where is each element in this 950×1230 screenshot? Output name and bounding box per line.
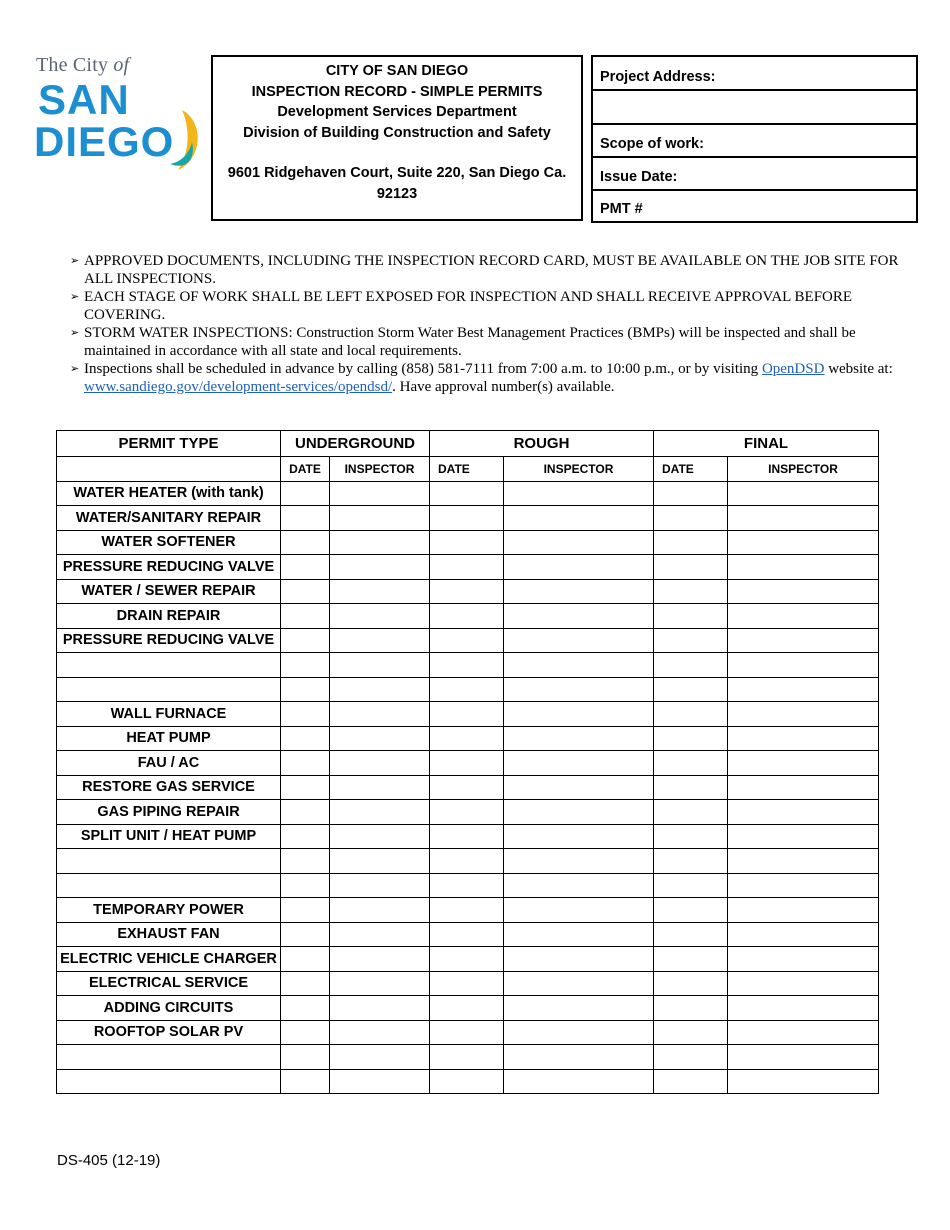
table-row	[57, 873, 879, 898]
underground-inspector-cell[interactable]	[330, 922, 430, 947]
underground-date-header: DATE	[281, 457, 330, 482]
underground-date-cell[interactable]	[281, 1069, 330, 1094]
rough-date-cell[interactable]	[430, 800, 504, 825]
underground-inspector-cell[interactable]	[330, 702, 430, 727]
permit-type-cell: TEMPORARY POWER	[57, 898, 281, 923]
office-zip: 92123	[376, 185, 418, 202]
permit-type-cell	[57, 677, 281, 702]
underground-date-cell[interactable]	[281, 530, 330, 555]
arrow-bullet-icon: ➢	[70, 327, 80, 339]
permit-type-cell	[57, 1069, 281, 1094]
underground-inspector-cell[interactable]	[330, 971, 430, 996]
opendsd-url-link[interactable]: www.sandiego.gov/development-services/opendsd/	[84, 379, 393, 395]
list-item: ➢ APPROVED DOCUMENTS, INCLUDING THE INSPECTION RECORD CARD, MUST BE AVAILABLE ON THE JOB SITE FOR ALL INSPECTIONS.	[70, 253, 899, 287]
sun-wave-icon	[30, 52, 205, 177]
final-date-cell[interactable]	[654, 800, 728, 825]
table-row	[57, 1045, 879, 1070]
underground-date-cell[interactable]	[281, 579, 330, 604]
underground-inspector-cell[interactable]	[330, 481, 430, 506]
underground-inspector-cell[interactable]	[330, 653, 430, 678]
final-date-cell[interactable]	[654, 1069, 728, 1094]
underground-date-cell[interactable]	[281, 849, 330, 874]
table-row	[57, 800, 879, 825]
table-row	[57, 506, 879, 531]
table-row	[57, 751, 879, 776]
underground-date-cell[interactable]	[281, 873, 330, 898]
final-date-cell[interactable]	[654, 898, 728, 923]
logo-text-the-city: The City of	[36, 54, 130, 76]
rough-inspector-cell[interactable]	[504, 628, 654, 653]
table-header-row	[57, 431, 879, 457]
final-date-cell[interactable]	[654, 481, 728, 506]
final-inspector-cell[interactable]	[728, 971, 879, 996]
final-inspector-cell[interactable]	[728, 922, 879, 947]
table-row	[57, 653, 879, 678]
list-item: ➢ Inspections shall be scheduled in advance by calling (858) 581-7111 from 7:00 a.m. to 10:00 p.m., or by visiting OpenDSD website at: www.sandiego.gov/development-services/opendsd/. Have approval number(s) available.	[70, 361, 893, 395]
underground-date-cell[interactable]	[281, 1045, 330, 1070]
final-inspector-cell[interactable]	[728, 751, 879, 776]
underground-date-cell[interactable]	[281, 996, 330, 1021]
final-inspector-header: INSPECTOR	[728, 457, 879, 482]
final-inspector-cell[interactable]	[728, 653, 879, 678]
rough-date-cell[interactable]	[430, 1045, 504, 1070]
rough-date-cell[interactable]	[430, 653, 504, 678]
final-date-cell[interactable]	[654, 530, 728, 555]
rough-date-cell[interactable]	[430, 1069, 504, 1094]
table-row	[57, 677, 879, 702]
rough-date-cell[interactable]	[430, 824, 504, 849]
rough-date-cell[interactable]	[430, 849, 504, 874]
underground-inspector-cell[interactable]	[330, 1069, 430, 1094]
permit-type-cell: WATER/SANITARY REPAIR	[57, 506, 281, 531]
permit-type-cell: HEAT PUMP	[57, 726, 281, 751]
rough-date-cell[interactable]	[430, 873, 504, 898]
issue-date-field[interactable]: Issue Date:	[593, 158, 916, 191]
final-inspector-cell[interactable]	[728, 898, 879, 923]
permit-type-cell: RESTORE GAS SERVICE	[57, 775, 281, 800]
underground-date-cell[interactable]	[281, 775, 330, 800]
final-inspector-cell[interactable]	[728, 873, 879, 898]
scope-of-work-field[interactable]: Scope of work:	[593, 125, 916, 158]
list-item: ➢ STORM WATER INSPECTIONS: Construction Storm Water Best Management Practices (BMPs) will be inspected and shall be maintained in accordance with all state and local requirements.	[70, 325, 856, 359]
arrow-bullet-icon: ➢	[70, 291, 80, 303]
table-row	[57, 775, 879, 800]
table-row	[57, 996, 879, 1021]
form-title-box	[211, 55, 583, 221]
underground-date-cell[interactable]	[281, 677, 330, 702]
underground-inspector-cell[interactable]	[330, 579, 430, 604]
table-row	[57, 604, 879, 629]
final-header: FINAL	[654, 431, 879, 457]
table-row	[57, 898, 879, 923]
final-date-cell[interactable]	[654, 922, 728, 947]
final-date-cell[interactable]	[654, 849, 728, 874]
underground-inspector-cell[interactable]	[330, 873, 430, 898]
final-date-cell[interactable]	[654, 751, 728, 776]
final-date-cell[interactable]	[654, 947, 728, 972]
final-inspector-cell[interactable]	[728, 775, 879, 800]
form-title: INSPECTION RECORD - SIMPLE PERMITS	[251, 83, 543, 100]
table-row	[57, 530, 879, 555]
permit-type-cell: ELECTRICAL SERVICE	[57, 971, 281, 996]
rough-header: ROUGH	[430, 431, 654, 457]
final-inspector-cell[interactable]	[728, 996, 879, 1021]
rough-inspector-cell[interactable]	[504, 922, 654, 947]
rough-date-cell[interactable]	[430, 971, 504, 996]
rough-date-header: DATE	[430, 457, 504, 482]
final-inspector-cell[interactable]	[728, 481, 879, 506]
logo-text-diego: DIEGO	[34, 118, 175, 165]
underground-inspector-cell[interactable]	[330, 604, 430, 629]
underground-inspector-cell[interactable]	[330, 1020, 430, 1045]
permit-type-cell: SPLIT UNIT / HEAT PUMP	[57, 824, 281, 849]
permit-type-cell	[57, 653, 281, 678]
final-date-cell[interactable]	[654, 506, 728, 531]
underground-date-cell[interactable]	[281, 824, 330, 849]
final-inspector-cell[interactable]	[728, 604, 879, 629]
final-date-cell[interactable]	[654, 604, 728, 629]
rough-inspector-cell[interactable]	[504, 1020, 654, 1045]
final-inspector-cell[interactable]	[728, 1069, 879, 1094]
final-inspector-cell[interactable]	[728, 506, 879, 531]
underground-inspector-cell[interactable]	[330, 751, 430, 776]
underground-inspector-cell[interactable]	[330, 1045, 430, 1070]
permit-type-cell	[57, 849, 281, 874]
rough-inspector-cell[interactable]	[504, 555, 654, 580]
permit-type-cell: ROOFTOP SOLAR PV	[57, 1020, 281, 1045]
table-row	[57, 1020, 879, 1045]
underground-date-cell[interactable]	[281, 726, 330, 751]
rough-date-cell[interactable]	[430, 677, 504, 702]
opendsd-link[interactable]: OpenDSD	[761, 361, 825, 377]
final-inspector-cell[interactable]	[728, 628, 879, 653]
permit-type-header: PERMIT TYPE	[57, 431, 281, 457]
rough-date-cell[interactable]	[430, 922, 504, 947]
underground-date-cell[interactable]	[281, 971, 330, 996]
table-row	[57, 726, 879, 751]
table-row	[57, 579, 879, 604]
table-row	[57, 947, 879, 972]
underground-date-cell[interactable]	[281, 604, 330, 629]
rough-date-cell[interactable]	[430, 555, 504, 580]
underground-inspector-cell[interactable]	[330, 530, 430, 555]
final-inspector-cell[interactable]	[728, 677, 879, 702]
final-date-cell[interactable]	[654, 726, 728, 751]
rough-date-cell[interactable]	[430, 775, 504, 800]
underground-date-cell[interactable]	[281, 1020, 330, 1045]
table-row	[57, 555, 879, 580]
project-info-box	[591, 55, 918, 223]
city-logo	[30, 52, 205, 177]
instructions-list	[70, 252, 900, 396]
underground-inspector-cell[interactable]	[330, 506, 430, 531]
underground-date-cell[interactable]	[281, 702, 330, 727]
final-inspector-cell[interactable]	[728, 579, 879, 604]
inspection-table	[56, 430, 879, 1094]
final-date-cell[interactable]	[654, 579, 728, 604]
final-inspector-cell[interactable]	[728, 726, 879, 751]
rough-inspector-cell[interactable]	[504, 677, 654, 702]
rough-date-cell[interactable]	[430, 726, 504, 751]
rough-inspector-header: INSPECTOR	[504, 457, 654, 482]
project-address-line2-field[interactable]	[593, 91, 916, 125]
permit-type-cell	[57, 1045, 281, 1070]
permit-type-cell	[57, 873, 281, 898]
rough-date-cell[interactable]	[430, 506, 504, 531]
final-inspector-cell[interactable]	[728, 947, 879, 972]
underground-header: UNDERGROUND	[281, 431, 430, 457]
final-inspector-cell[interactable]	[728, 824, 879, 849]
rough-inspector-cell[interactable]	[504, 751, 654, 776]
rough-inspector-cell[interactable]	[504, 873, 654, 898]
permit-type-cell: ELECTRIC VEHICLE CHARGER	[57, 947, 281, 972]
underground-inspector-cell[interactable]	[330, 775, 430, 800]
permit-type-cell: WATER SOFTENER	[57, 530, 281, 555]
rough-inspector-cell[interactable]	[504, 506, 654, 531]
rough-inspector-cell[interactable]	[504, 481, 654, 506]
rough-inspector-cell[interactable]	[504, 653, 654, 678]
rough-date-cell[interactable]	[430, 1020, 504, 1045]
rough-inspector-cell[interactable]	[504, 971, 654, 996]
rough-date-cell[interactable]	[430, 751, 504, 776]
rough-date-cell[interactable]	[430, 996, 504, 1021]
rough-date-cell[interactable]	[430, 481, 504, 506]
rough-inspector-cell[interactable]	[504, 1069, 654, 1094]
rough-inspector-cell[interactable]	[504, 702, 654, 727]
table-row	[57, 702, 879, 727]
permit-type-cell: PRESSURE REDUCING VALVE	[57, 628, 281, 653]
final-date-cell[interactable]	[654, 824, 728, 849]
rough-date-cell[interactable]	[430, 530, 504, 555]
rough-inspector-cell[interactable]	[504, 775, 654, 800]
permit-type-cell: WALL FURNACE	[57, 702, 281, 727]
underground-date-cell[interactable]	[281, 628, 330, 653]
final-date-cell[interactable]	[654, 1045, 728, 1070]
final-date-cell[interactable]	[654, 702, 728, 727]
underground-inspector-cell[interactable]	[330, 800, 430, 825]
permit-type-cell: EXHAUST FAN	[57, 922, 281, 947]
table-row	[57, 849, 879, 874]
rough-inspector-cell[interactable]	[504, 800, 654, 825]
final-date-cell[interactable]	[654, 555, 728, 580]
final-inspector-cell[interactable]	[728, 1045, 879, 1070]
table-row	[57, 1069, 879, 1094]
final-inspector-cell[interactable]	[728, 1020, 879, 1045]
final-date-cell[interactable]	[654, 996, 728, 1021]
underground-date-cell[interactable]	[281, 751, 330, 776]
underground-date-cell[interactable]	[281, 506, 330, 531]
rough-date-cell[interactable]	[430, 898, 504, 923]
underground-inspector-cell[interactable]	[330, 996, 430, 1021]
rough-inspector-cell[interactable]	[504, 530, 654, 555]
form-number: DS-405 (12-19)	[57, 1152, 161, 1169]
blank-subheader	[57, 457, 281, 482]
permit-type-cell: GAS PIPING REPAIR	[57, 800, 281, 825]
department-name: Development Services Department	[277, 104, 517, 120]
permit-type-cell: WATER HEATER (with tank)	[57, 481, 281, 506]
division-name: Division of Building Construction and Safety	[243, 124, 551, 141]
permit-type-cell: ADDING CIRCUITS	[57, 996, 281, 1021]
final-inspector-cell[interactable]	[728, 800, 879, 825]
underground-date-cell[interactable]	[281, 922, 330, 947]
table-row	[57, 628, 879, 653]
underground-date-cell[interactable]	[281, 653, 330, 678]
underground-date-cell[interactable]	[281, 947, 330, 972]
permit-type-cell: WATER / SEWER REPAIR	[57, 579, 281, 604]
underground-inspector-header: INSPECTOR	[330, 457, 430, 482]
rough-date-cell[interactable]	[430, 604, 504, 629]
agency-name: CITY OF SAN DIEGO	[325, 63, 469, 79]
arrow-bullet-icon: ➢	[70, 255, 80, 267]
final-date-cell[interactable]	[654, 653, 728, 678]
rough-inspector-cell[interactable]	[504, 898, 654, 923]
final-date-cell[interactable]	[654, 677, 728, 702]
underground-date-cell[interactable]	[281, 555, 330, 580]
underground-inspector-cell[interactable]	[330, 677, 430, 702]
rough-date-cell[interactable]	[430, 947, 504, 972]
rough-date-cell[interactable]	[430, 702, 504, 727]
table-row	[57, 922, 879, 947]
underground-date-cell[interactable]	[281, 898, 330, 923]
underground-inspector-cell[interactable]	[330, 947, 430, 972]
table-row	[57, 824, 879, 849]
arrow-bullet-icon: ➢	[70, 363, 80, 375]
underground-inspector-cell[interactable]	[330, 849, 430, 874]
final-date-header: DATE	[654, 457, 728, 482]
final-inspector-cell[interactable]	[728, 530, 879, 555]
underground-inspector-cell[interactable]	[330, 555, 430, 580]
project-address-field[interactable]: Project Address:	[593, 57, 916, 91]
rough-inspector-cell[interactable]	[504, 579, 654, 604]
list-item: ➢ EACH STAGE OF WORK SHALL BE LEFT EXPOSED FOR INSPECTION AND SHALL RECEIVE APPROVAL BEFORE COVERING.	[70, 289, 853, 323]
table-row	[57, 481, 879, 506]
rough-date-cell[interactable]	[430, 579, 504, 604]
pmt-number-field[interactable]: PMT #	[600, 201, 643, 217]
table-subheader-row	[57, 457, 879, 482]
final-inspector-cell[interactable]	[728, 849, 879, 874]
final-date-cell[interactable]	[654, 775, 728, 800]
rough-inspector-cell[interactable]	[504, 604, 654, 629]
final-inspector-cell[interactable]	[728, 555, 879, 580]
rough-inspector-cell[interactable]	[504, 824, 654, 849]
underground-inspector-cell[interactable]	[330, 824, 430, 849]
underground-inspector-cell[interactable]	[330, 628, 430, 653]
office-address: 9601 Ridgehaven Court, Suite 220, San Diego Ca.	[227, 165, 567, 181]
table-row	[57, 971, 879, 996]
rough-inspector-cell[interactable]	[504, 947, 654, 972]
underground-date-cell[interactable]	[281, 800, 330, 825]
rough-inspector-cell[interactable]	[504, 849, 654, 874]
rough-date-cell[interactable]	[430, 628, 504, 653]
rough-inspector-cell[interactable]	[504, 1045, 654, 1070]
permit-type-cell: DRAIN REPAIR	[57, 604, 281, 629]
final-inspector-cell[interactable]	[728, 702, 879, 727]
logo-text-san: SAN	[38, 76, 130, 123]
rough-inspector-cell[interactable]	[504, 996, 654, 1021]
underground-inspector-cell[interactable]	[330, 726, 430, 751]
underground-inspector-cell[interactable]	[330, 898, 430, 923]
final-date-cell[interactable]	[654, 971, 728, 996]
permit-type-cell: FAU / AC	[57, 751, 281, 776]
permit-type-cell: PRESSURE REDUCING VALVE	[57, 555, 281, 580]
final-date-cell[interactable]	[654, 628, 728, 653]
final-date-cell[interactable]	[654, 1020, 728, 1045]
rough-inspector-cell[interactable]	[504, 726, 654, 751]
underground-date-cell[interactable]	[281, 481, 330, 506]
final-date-cell[interactable]	[654, 873, 728, 898]
